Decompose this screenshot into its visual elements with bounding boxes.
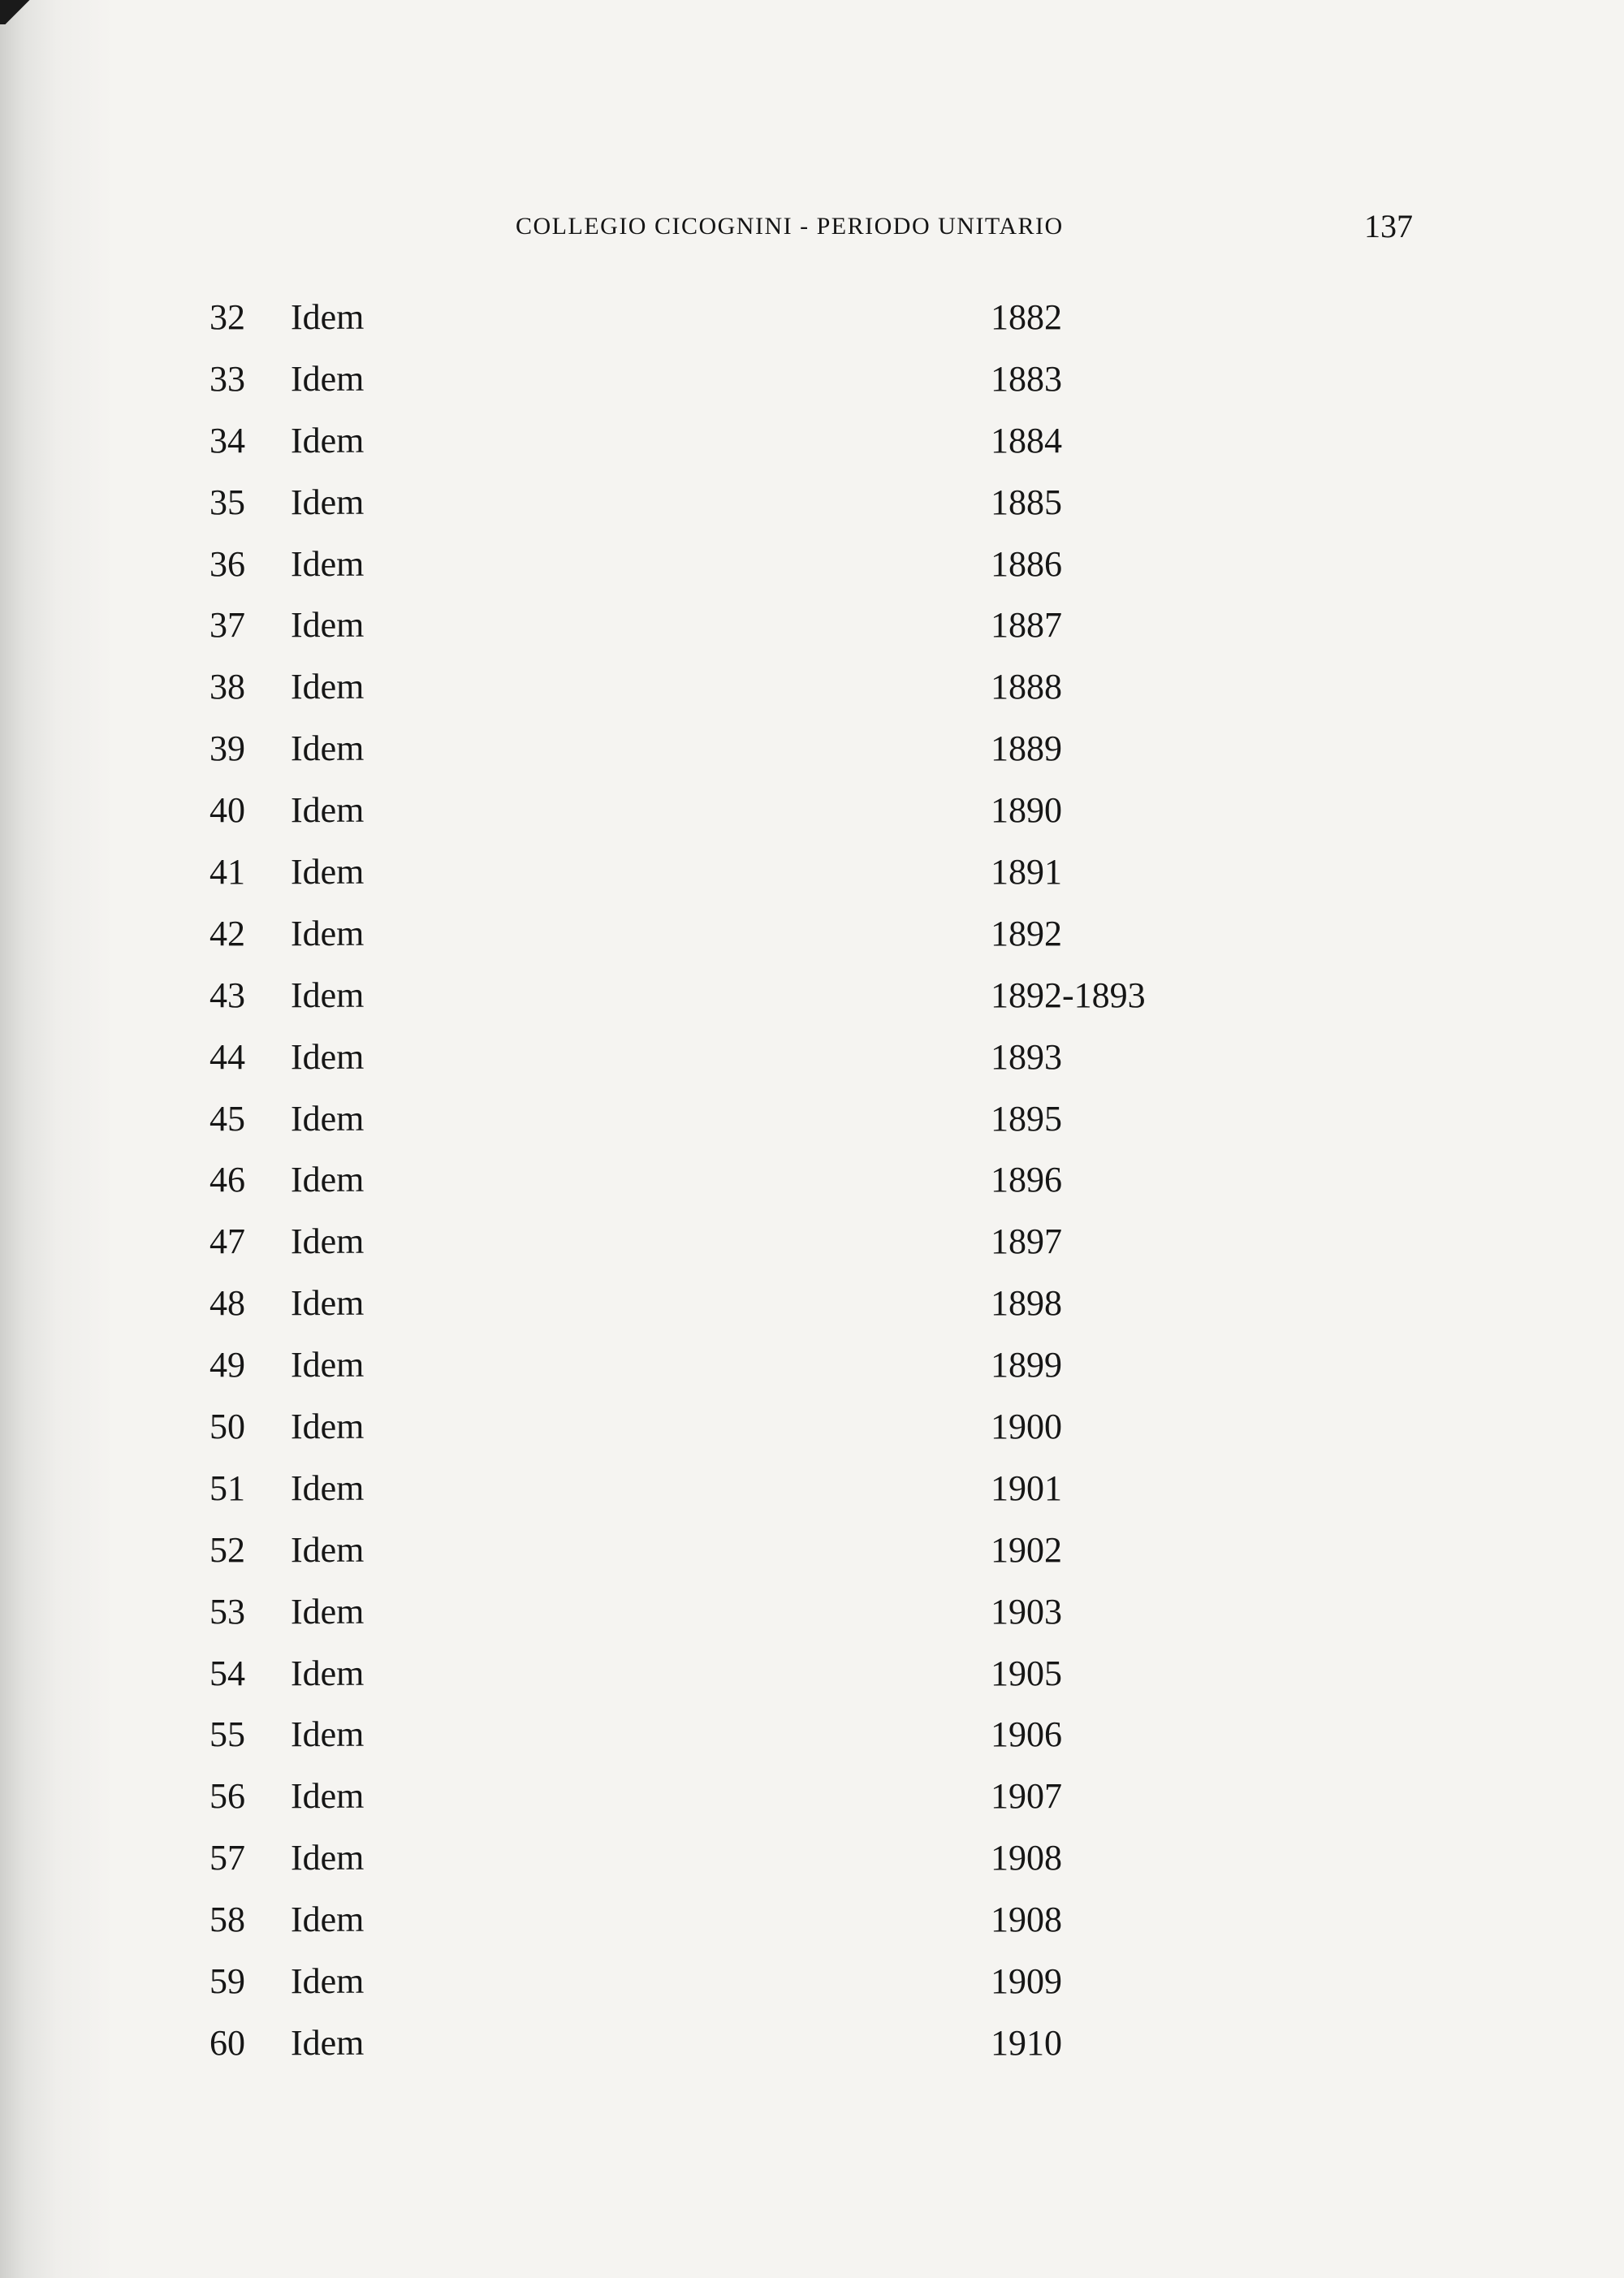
- entry-number: 39: [209, 728, 245, 769]
- inventory-entry: [209, 722, 1184, 784]
- entry-year: 1900: [991, 1407, 1062, 1447]
- entry-number: 45: [209, 1098, 245, 1139]
- entry-number: 43: [209, 975, 245, 1015]
- entry-year: 1908: [991, 1900, 1062, 1940]
- entry-description: Idem: [291, 1098, 365, 1139]
- entry-year: 1891: [991, 852, 1062, 893]
- entry-description: Idem: [291, 1900, 365, 1940]
- inventory-entry: [209, 1831, 1184, 1893]
- entry-description: Idem: [291, 2022, 365, 2063]
- entry-description: Idem: [291, 728, 365, 769]
- entry-year: 1896: [991, 1160, 1062, 1200]
- entry-year: 1892-1893: [991, 975, 1146, 1015]
- entry-number: 36: [209, 543, 245, 584]
- inventory-entry: [209, 1153, 1184, 1215]
- entry-description: Idem: [291, 1160, 365, 1200]
- entry-description: Idem: [291, 1283, 365, 1324]
- inventory-entry: [209, 1955, 1184, 2016]
- entry-description: Idem: [291, 1036, 365, 1077]
- inventory-entry: [209, 2016, 1184, 2078]
- inventory-entry: [209, 291, 1184, 352]
- inventory-entry: [209, 969, 1184, 1031]
- entry-number: 46: [209, 1160, 245, 1200]
- entry-description: Idem: [291, 1529, 365, 1570]
- entry-number: 59: [209, 1961, 245, 2002]
- inventory-entry: [209, 414, 1184, 476]
- running-head: COLLEGIO CICOGNINI - PERIODO UNITARIO: [516, 213, 1064, 240]
- entry-description: Idem: [291, 1961, 365, 2002]
- entry-number: 47: [209, 1221, 245, 1262]
- inventory-entry: [209, 1215, 1184, 1277]
- entry-number: 50: [209, 1407, 245, 1447]
- entry-year: 1882: [991, 297, 1062, 337]
- entry-number: 52: [209, 1529, 245, 1570]
- entry-year: 1909: [991, 1961, 1062, 2002]
- entry-number: 42: [209, 913, 245, 953]
- entry-year: 1897: [991, 1221, 1062, 1262]
- entry-description: Idem: [291, 1345, 365, 1385]
- entry-year: 1906: [991, 1714, 1062, 1755]
- entry-description: Idem: [291, 420, 365, 460]
- entry-year: 1886: [991, 543, 1062, 584]
- entry-number: 54: [209, 1653, 245, 1693]
- entry-number: 56: [209, 1776, 245, 1817]
- entry-description: Idem: [291, 790, 365, 831]
- entry-number: 41: [209, 852, 245, 893]
- inventory-entry: [209, 1770, 1184, 1831]
- inventory-entry: [209, 352, 1184, 414]
- entry-description: Idem: [291, 1653, 365, 1693]
- entry-year: 1907: [991, 1776, 1062, 1817]
- entry-description: Idem: [291, 605, 365, 646]
- entry-number: 32: [209, 297, 245, 337]
- inventory-entry: [209, 1708, 1184, 1770]
- inventory-entry: [209, 1400, 1184, 1462]
- entry-description: Idem: [291, 1591, 365, 1632]
- entry-description: Idem: [291, 1838, 365, 1878]
- entry-number: 58: [209, 1900, 245, 1940]
- entry-description: Idem: [291, 1714, 365, 1755]
- inventory-entry: [209, 1585, 1184, 1647]
- entry-year: 1887: [991, 605, 1062, 646]
- inventory-entry: [209, 1277, 1184, 1338]
- entry-number: 35: [209, 482, 245, 522]
- entry-number: 60: [209, 2022, 245, 2063]
- entry-description: Idem: [291, 913, 365, 953]
- entry-description: Idem: [291, 1468, 365, 1508]
- inventory-entry: [209, 476, 1184, 538]
- inventory-entry: [209, 784, 1184, 845]
- page-corner-shadow: [0, 0, 49, 24]
- entry-year: 1885: [991, 482, 1062, 522]
- entry-number: 44: [209, 1036, 245, 1077]
- entry-year: 1892: [991, 913, 1062, 953]
- entry-description: Idem: [291, 358, 365, 399]
- entry-year: 1883: [991, 358, 1062, 399]
- entry-description: Idem: [291, 667, 365, 707]
- entry-number: 48: [209, 1283, 245, 1324]
- entry-year: 1893: [991, 1036, 1062, 1077]
- entry-description: Idem: [291, 482, 365, 522]
- entry-year: 1902: [991, 1529, 1062, 1570]
- entry-year: 1901: [991, 1468, 1062, 1508]
- entry-number: 49: [209, 1345, 245, 1385]
- inventory-entry: [209, 1462, 1184, 1524]
- page-number: 137: [1364, 208, 1413, 244]
- entry-number: 53: [209, 1591, 245, 1632]
- entry-year: 1910: [991, 2022, 1062, 2063]
- entry-year: 1890: [991, 790, 1062, 831]
- inventory-entry: [209, 1893, 1184, 1955]
- inventory-entry: [209, 1647, 1184, 1709]
- entry-description: Idem: [291, 1221, 365, 1262]
- entry-year: 1903: [991, 1591, 1062, 1632]
- entry-year: 1908: [991, 1838, 1062, 1878]
- entry-number: 34: [209, 420, 245, 460]
- entry-year: 1898: [991, 1283, 1062, 1324]
- entry-number: 37: [209, 605, 245, 646]
- entry-description: Idem: [291, 543, 365, 584]
- entry-year: 1895: [991, 1098, 1062, 1139]
- entry-year: 1888: [991, 667, 1062, 707]
- entry-year: 1905: [991, 1653, 1062, 1693]
- entry-description: Idem: [291, 297, 365, 337]
- entry-description: Idem: [291, 1776, 365, 1817]
- inventory-entry: [209, 907, 1184, 969]
- entry-number: 57: [209, 1838, 245, 1878]
- entry-year: 1884: [991, 420, 1062, 460]
- entry-number: 40: [209, 790, 245, 831]
- entry-description: Idem: [291, 1407, 365, 1447]
- entry-description: Idem: [291, 852, 365, 893]
- entry-number: 55: [209, 1714, 245, 1755]
- inventory-entry: [209, 1092, 1184, 1154]
- inventory-entry: [209, 845, 1184, 907]
- entry-year: 1889: [991, 728, 1062, 769]
- inventory-entry: [209, 660, 1184, 722]
- entry-number: 33: [209, 358, 245, 399]
- inventory-list: [209, 291, 1184, 2078]
- inventory-entry: [209, 1338, 1184, 1400]
- inventory-entry: [209, 1524, 1184, 1585]
- entry-description: Idem: [291, 975, 365, 1015]
- inventory-entry: [209, 1031, 1184, 1092]
- entry-year: 1899: [991, 1345, 1062, 1385]
- inventory-entry: [209, 599, 1184, 660]
- entry-number: 51: [209, 1468, 245, 1508]
- entry-number: 38: [209, 667, 245, 707]
- inventory-entry: [209, 538, 1184, 599]
